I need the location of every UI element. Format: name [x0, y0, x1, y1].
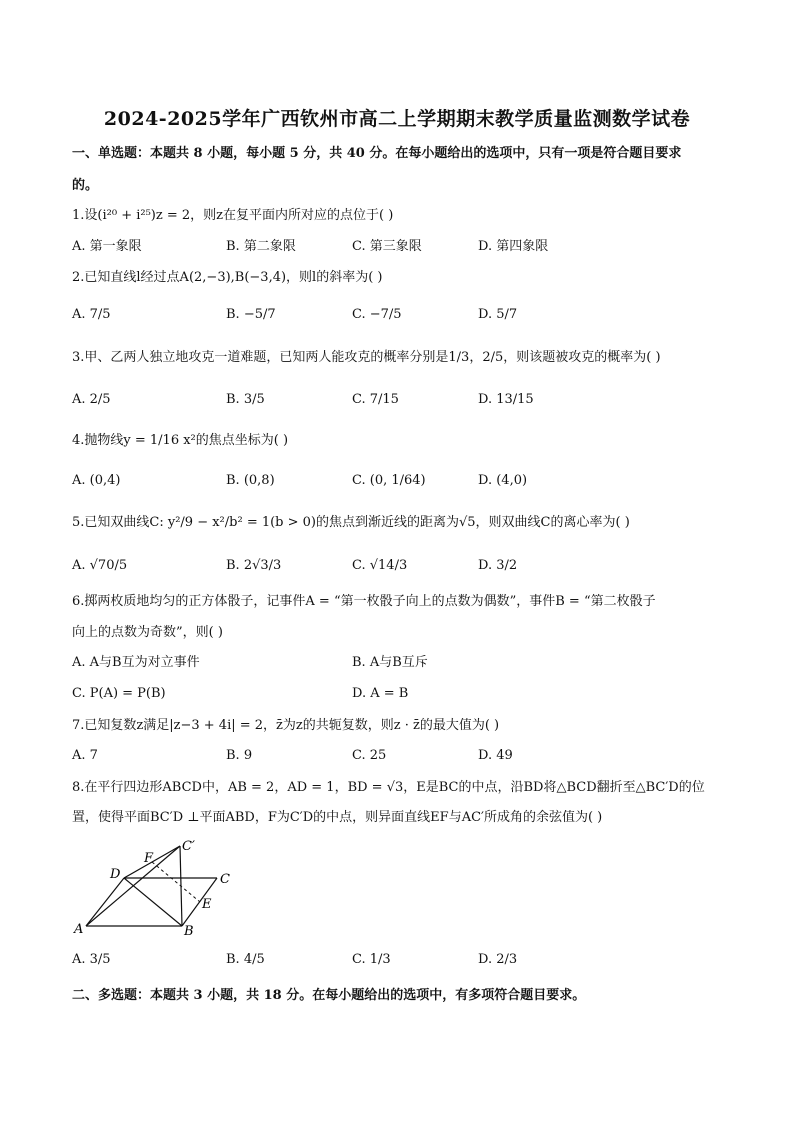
- q1-option-a: A. 第一象限: [72, 239, 142, 254]
- q3-option-a: A. 2/5: [72, 392, 111, 407]
- q7-option-a: A. 7: [72, 748, 98, 763]
- q6-option-a: A. A与B互为对立事件: [72, 655, 200, 670]
- label-d: D: [110, 867, 121, 882]
- q1-option-d: D. 第四象限: [478, 239, 549, 254]
- q7-option-c: C. 25: [352, 748, 387, 763]
- q4-option-b: B. (0,8): [226, 473, 275, 488]
- q5-option-b: B. 2√3/3: [226, 558, 282, 573]
- question-8-stem: 8.在平行四边形ABCD中，AB = 2，AD = 1，BD = √3，E是BC的中点，沿BD将△BCD翻折至△BC′D的位: [72, 780, 705, 795]
- q5-option-a: A. √70/5: [72, 558, 128, 573]
- q5-option-d: D. 3/2: [478, 558, 518, 573]
- q8-option-b: B. 4/5: [226, 952, 265, 967]
- label-f: F: [144, 851, 154, 866]
- section1-heading: 一、单选题：本题共 8 小题，每小题 5 分，共 40 分。在每小题给出的选项中，只有一项是符合题目要求: [72, 146, 682, 161]
- q8-option-a: A. 3/5: [72, 952, 111, 967]
- question-5-stem: 5.已知双曲线C: y²/9 − x²/b² = 1(b > 0)的焦点到渐近线的距离为√5，则双曲线C的离心率为( ): [72, 515, 630, 530]
- q2-option-d: D. 5/7: [478, 307, 518, 322]
- question-6-stem-cont: 向上的点数为奇数”，则( ): [72, 625, 223, 640]
- question-6-stem: 6.掷两枚质地均匀的正方体骰子，记事件A = “第一枚骰子向上的点数为偶数”，事件B = “第二枚骰子: [72, 594, 656, 609]
- question-1-stem: 1.设(i²⁰ + i²⁵)z = 2，则z在复平面内所对应的点位于( ): [72, 208, 394, 223]
- edge-db: [124, 878, 182, 926]
- edge-ad: [86, 878, 124, 926]
- question-2-stem: 2.已知直线l经过点A(2,−3),B(−3,4)，则l的斜率为( ): [72, 270, 383, 285]
- q6-option-c: C. P(A) = P(B): [72, 686, 166, 701]
- q5-option-c: C. √14/3: [352, 558, 408, 573]
- label-c-prime: C′: [182, 839, 195, 854]
- q8-geometry-figure: [72, 838, 242, 938]
- q7-option-d: D. 49: [478, 748, 513, 763]
- q2-option-b: B. −5/7: [226, 307, 276, 322]
- q6-option-b: B. A与B互斥: [352, 655, 428, 670]
- section2-heading: 二、多选题：本题共 3 小题，共 18 分。在每小题给出的选项中，有多项符合题目要求。: [72, 988, 586, 1003]
- q8-option-c: C. 1/3: [352, 952, 391, 967]
- edge-ac-prime: [86, 846, 180, 926]
- q1-option-b: B. 第二象限: [226, 239, 296, 254]
- question-3-stem: 3.甲、乙两人独立地攻克一道难题，已知两人能攻克的概率分别是1/3，2/5，则该题被攻克的概率为( ): [72, 350, 661, 365]
- edge-fe-dashed: [152, 862, 200, 902]
- label-a: A: [74, 922, 84, 937]
- q1-option-c: C. 第三象限: [352, 239, 422, 254]
- q3-option-c: C. 7/15: [352, 392, 399, 407]
- question-8-stem-cont: 置，使得平面BC′D ⊥平面ABD，F为C′D的中点，则异面直线EF与AC′所成角的余弦值为( ): [72, 810, 603, 825]
- q4-option-c: C. (0, 1/64): [352, 473, 426, 488]
- q6-option-d: D. A = B: [352, 686, 409, 701]
- q2-option-c: C. −7/5: [352, 307, 402, 322]
- label-e: E: [202, 897, 212, 912]
- q7-option-b: B. 9: [226, 748, 253, 763]
- page-title: 2024-2025学年广西钦州市高二上学期期末教学质量监测数学试卷: [103, 108, 691, 130]
- section1-heading-cont: 的。: [72, 178, 99, 193]
- q8-option-d: D. 2/3: [478, 952, 518, 967]
- q4-option-a: A. (0,4): [72, 473, 121, 488]
- q3-option-b: B. 3/5: [226, 392, 265, 407]
- question-7-stem: 7.已知复数z满足|z−3 + 4i| = 2，z̄为z的共轭复数，则z · z̄的最大值为( ): [72, 718, 500, 733]
- label-b: B: [184, 924, 194, 938]
- label-c: C: [220, 872, 230, 887]
- q2-option-a: A. 7/5: [72, 307, 111, 322]
- q4-option-d: D. (4,0): [478, 473, 528, 488]
- q3-option-d: D. 13/15: [478, 392, 534, 407]
- question-4-stem: 4.抛物线y = 1/16 x²的焦点坐标为( ): [72, 433, 289, 448]
